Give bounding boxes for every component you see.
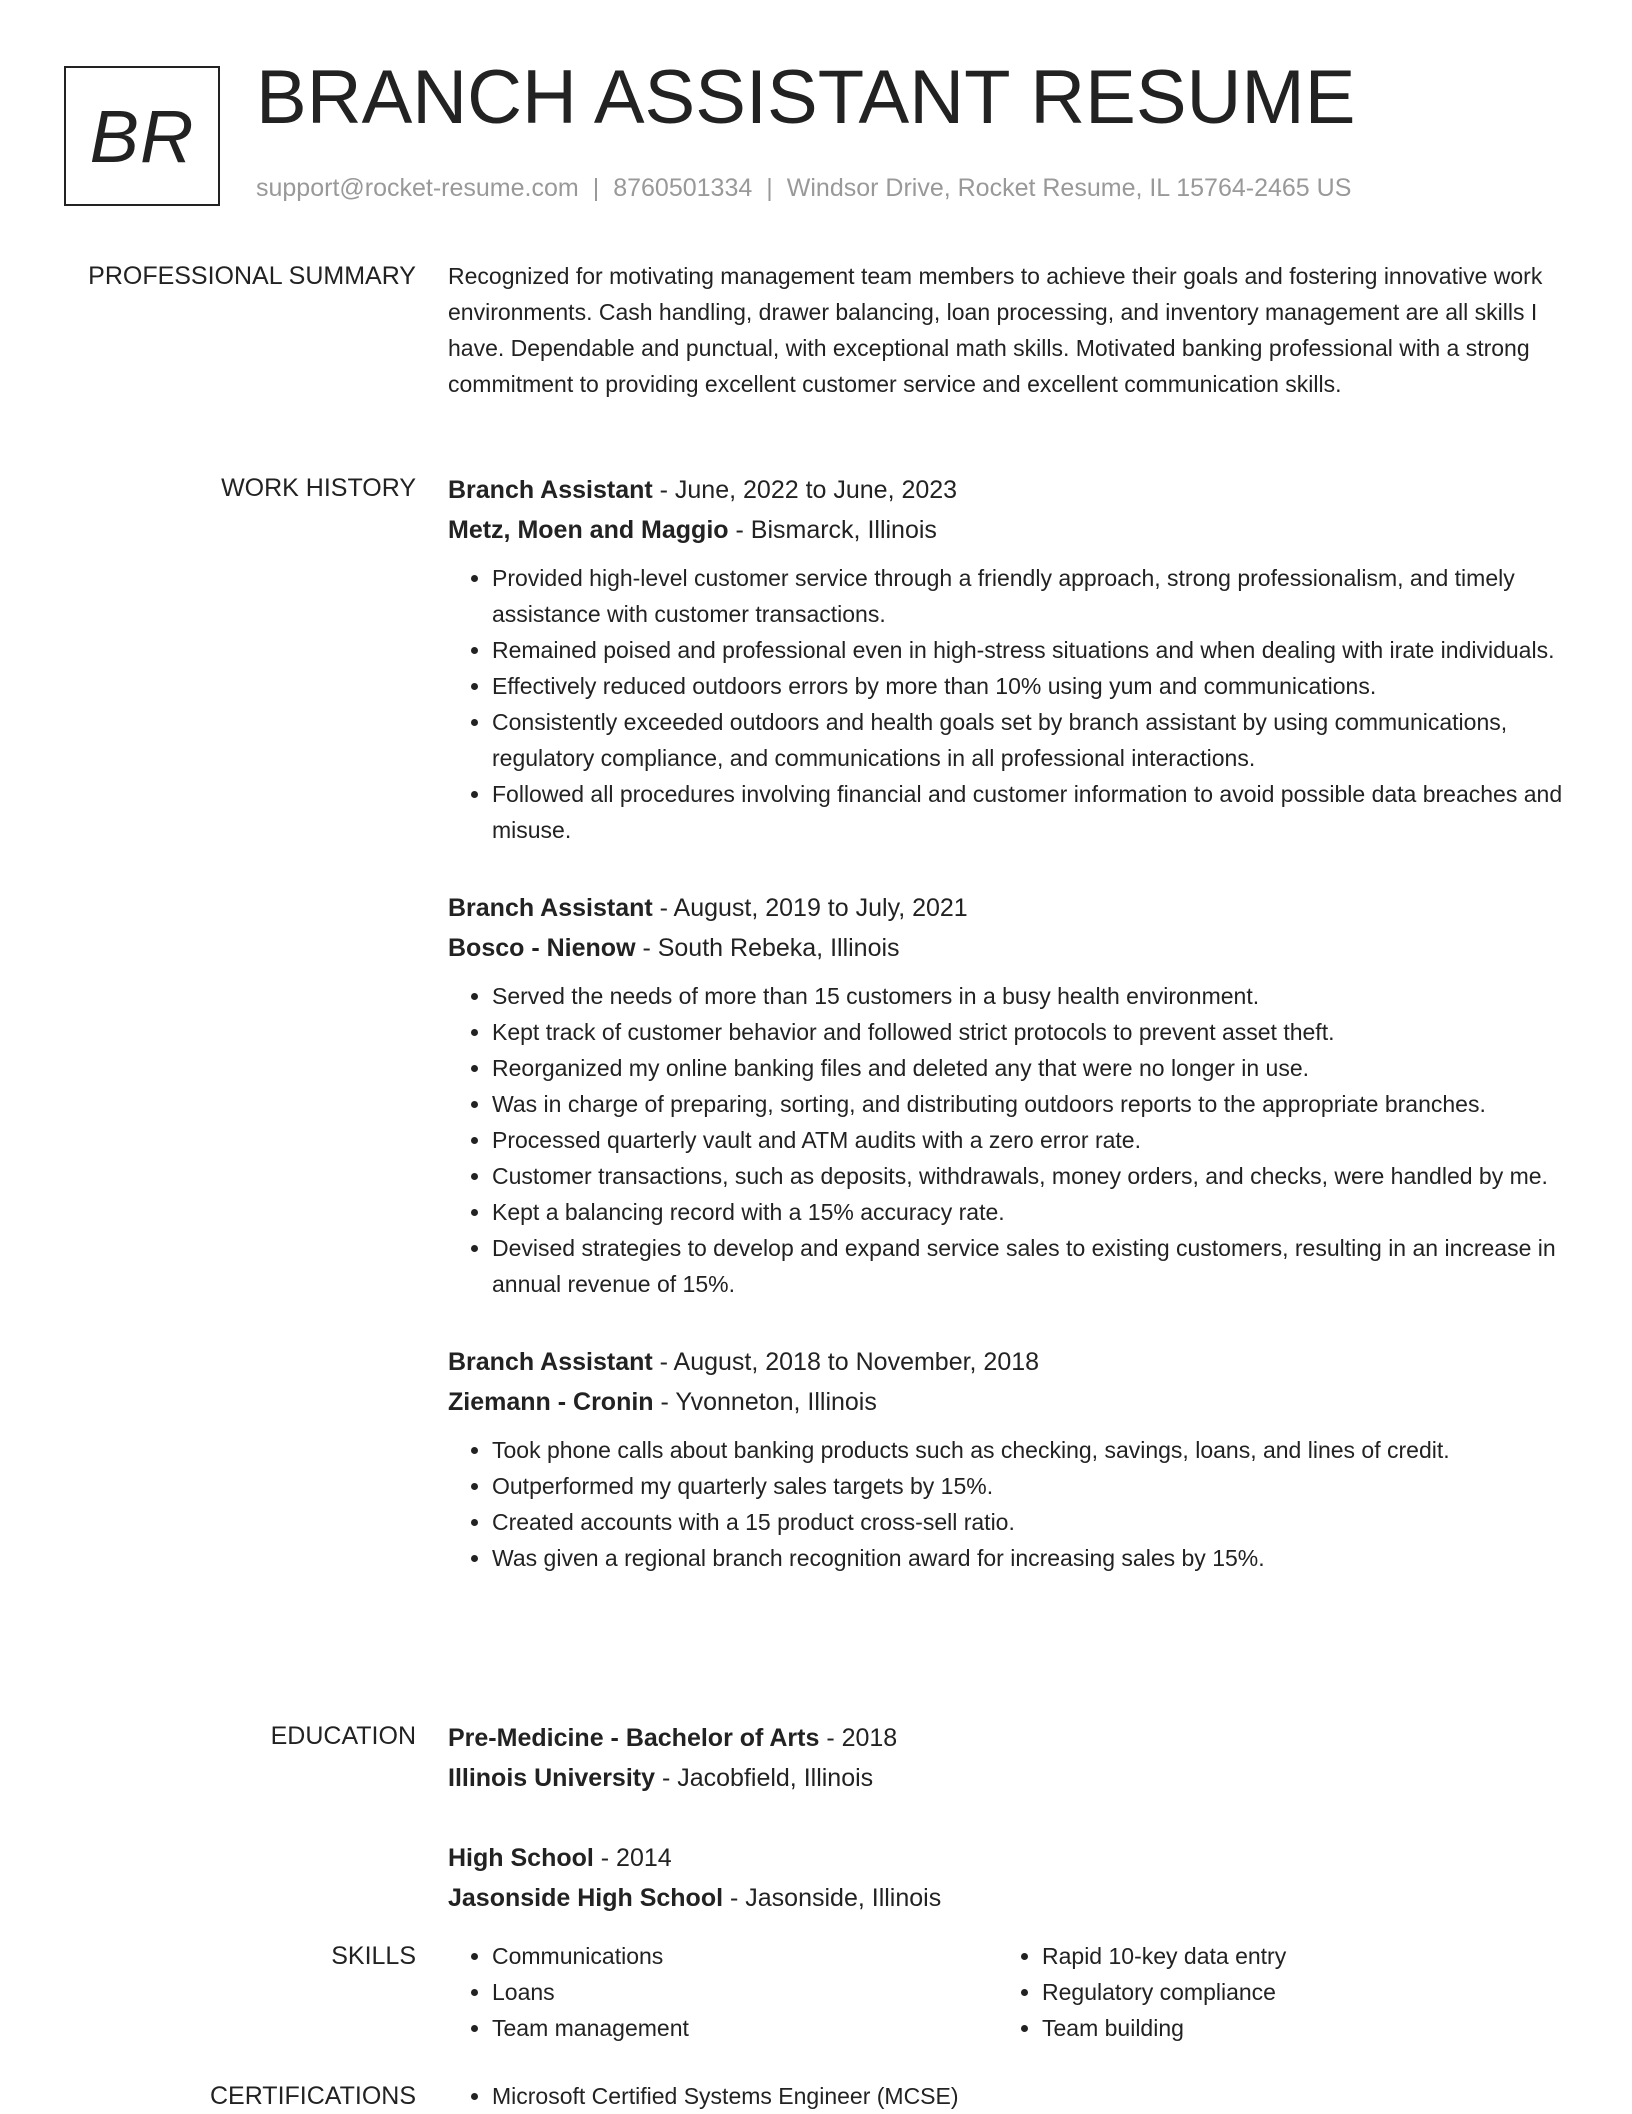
job-company-line [448, 1382, 1568, 1422]
skill-item: • Regulatory compliance [1042, 1974, 1548, 2010]
summary-text: Recognized for motivating management team members to achieve their goals and fostering innovative work environments. Cash handling, drawer balancing, loan processing, and inventory management are all skills I have. Dependable and punctual, with exceptional math skills. Motivated banking professional with a strong commitment to providing excellent customer service and excellent communication skills. [448, 263, 1543, 397]
job-bullet: • Remained poised and professional even in high-stress situations and when dealing with irate individuals. [492, 632, 1568, 668]
job-company-line [448, 928, 1568, 968]
work-heading: WORK HISTORY [221, 474, 416, 502]
job-company: Bosco - Nienow [448, 934, 636, 962]
certifications-body [448, 2078, 1568, 2114]
school-name: Jasonside High School [448, 1884, 724, 1912]
job-bullet: • Consistently exceeded outdoors and health goals set by branch assistant by using communications, regulatory compliance, and communications in all professional interactions. [492, 704, 1568, 776]
school-location: - Jacobfield, Illinois [655, 1764, 874, 1792]
summary-body [448, 258, 1568, 402]
job-bullet: • Reorganized my online banking files and deleted any that were no longer in use. [492, 1050, 1568, 1086]
work-body [448, 470, 1568, 1576]
job-bullet: • Was given a regional branch recognition award for increasing sales by 15%. [492, 1540, 1568, 1576]
skills-body [448, 1938, 1568, 2046]
school-line [448, 1758, 1568, 1798]
job-bullet: • Processed quarterly vault and ATM audits with a zero error rate. [492, 1122, 1568, 1158]
school-line [448, 1878, 1568, 1918]
job-bullet: • Kept track of customer behavior and followed strict protocols to prevent asset theft. [492, 1014, 1568, 1050]
job-bullet: • Took phone calls about banking products such as checking, savings, loans, and lines of credit. [492, 1432, 1568, 1468]
job-bullets [448, 560, 1568, 848]
job-entry [448, 470, 1568, 848]
job-bullet: • Served the needs of more than 15 customers in a busy health environment. [492, 978, 1568, 1014]
job-company: Metz, Moen and Maggio [448, 516, 729, 544]
job-bullets [448, 1432, 1568, 1576]
education-entry [448, 1718, 1568, 1798]
skills-column-left [448, 1938, 998, 2046]
contact-separator: | [592, 174, 600, 202]
school-location: - Jasonside, Illinois [723, 1884, 942, 1912]
job-title-line [448, 470, 1568, 510]
job-bullet: • Provided high-level customer service through a friendly approach, strong professionalism, and timely assistance with customer transactions. [492, 560, 1568, 632]
monogram-initials: BR [89, 94, 195, 178]
skill-item: • Team management [492, 2010, 998, 2046]
education-entry [448, 1838, 1568, 1918]
job-title: Branch Assistant [448, 476, 653, 504]
degree-name: High School [448, 1844, 594, 1872]
job-bullet: • Created accounts with a 15 product cross-sell ratio. [492, 1504, 1568, 1540]
job-title-line [448, 888, 1568, 928]
skill-item: • Team building [1042, 2010, 1548, 2046]
job-bullets [448, 978, 1568, 1302]
school-name: Illinois University [448, 1764, 656, 1792]
degree-line [448, 1718, 1568, 1758]
resume-title: BRANCH ASSISTANT RESUME [256, 55, 1356, 140]
job-title: Branch Assistant [448, 894, 653, 922]
skill-item: • Loans [492, 1974, 998, 2010]
skills-grid [448, 1938, 1568, 2046]
job-bullet: • Kept a balancing record with a 15% accuracy rate. [492, 1194, 1568, 1230]
contact-address: Windsor Drive, Rocket Resume, IL 15764-2465 US [786, 174, 1352, 202]
job-location: - Bismarck, Illinois [728, 516, 937, 544]
certifications-list [448, 2078, 1568, 2114]
education-body [448, 1718, 1568, 1918]
contact-line [256, 174, 1351, 203]
skill-item: • Communications [492, 1938, 998, 1974]
skills-heading: SKILLS [331, 1942, 416, 1970]
job-bullet: • Effectively reduced outdoors errors by more than 10% using yum and communications. [492, 668, 1568, 704]
job-bullet: • Customer transactions, such as deposits, withdrawals, money orders, and checks, were handled by me. [492, 1158, 1568, 1194]
degree-name: Pre-Medicine - Bachelor of Arts [448, 1724, 820, 1752]
job-title-line [448, 1342, 1568, 1382]
job-dates: - August, 2018 to November, 2018 [652, 1348, 1040, 1376]
education-heading: EDUCATION [270, 1722, 416, 1750]
job-entry [448, 1342, 1568, 1576]
job-bullet: • Devised strategies to develop and expand service sales to existing customers, resulting in an increase in annual revenue of 15%. [492, 1230, 1568, 1302]
certifications-heading: CERTIFICATIONS [209, 2082, 416, 2110]
contact-email[interactable]: support@rocket-resume.com [256, 174, 579, 202]
job-dates: - June, 2022 to June, 2023 [652, 476, 958, 504]
contact-separator: | [766, 174, 773, 202]
job-location: - South Rebeka, Illinois [635, 934, 900, 962]
degree-line [448, 1838, 1568, 1878]
certification-item: • Microsoft Certified Systems Engineer (MCSE) [492, 2078, 1568, 2114]
job-company-line [448, 510, 1568, 550]
monogram-box [64, 66, 220, 206]
job-company: Ziemann - Cronin [448, 1388, 654, 1416]
degree-year: - 2018 [819, 1724, 898, 1752]
job-bullet: • Was in charge of preparing, sorting, and distributing outdoors reports to the appropriate branches. [492, 1086, 1568, 1122]
job-entry [448, 888, 1568, 1302]
summary-heading: PROFESSIONAL SUMMARY [88, 262, 416, 290]
job-dates: - August, 2019 to July, 2021 [652, 894, 968, 922]
job-bullet: • Outperformed my quarterly sales targets by 15%. [492, 1468, 1568, 1504]
job-bullet: • Followed all procedures involving financial and customer information to avoid possible data breaches and misuse. [492, 776, 1568, 848]
skill-item: • Rapid 10-key data entry [1042, 1938, 1548, 1974]
job-title: Branch Assistant [448, 1348, 653, 1376]
degree-year: - 2014 [593, 1844, 672, 1872]
job-location: - Yvonneton, Illinois [653, 1388, 877, 1416]
skills-column-right [998, 1938, 1548, 2046]
contact-phone[interactable]: 8760501334 [613, 174, 753, 202]
